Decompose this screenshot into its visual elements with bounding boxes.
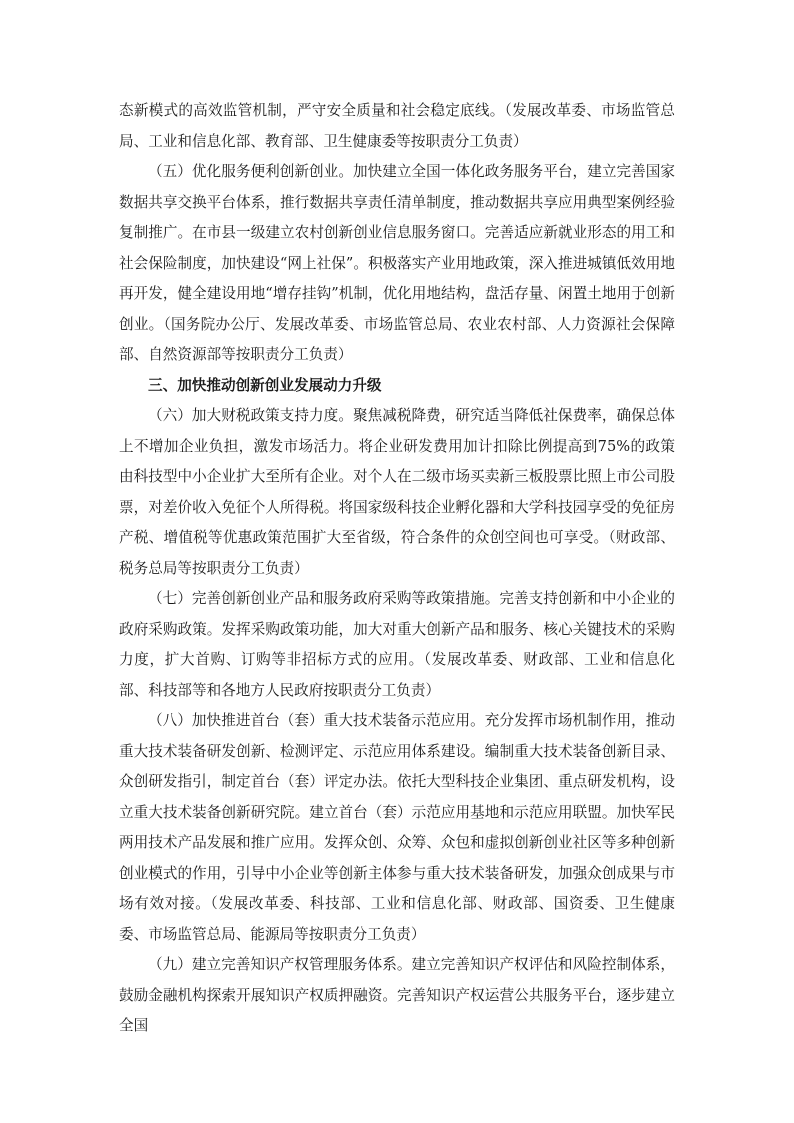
paragraph-item-6: （六）加大财税政策支持力度。聚焦减税降费，研究适当降低社保费率，确保总体上不增加企业负担，激发市场活力。将企业研发费用加计扣除比例提高到75%的政策由科技型中小企业扩大至所有企业。对个人在二级市场买卖新三板股票比照上市公司股票，对差价收入免征个人所得税。将国家级科技企业孵化器和大学科技园享受的免征房产税、增值税等优惠政策范围扩大至省级，符合条件的众创空间也可享受。（财政部、税务总局等按职责分工负责） (119, 407, 675, 577)
paragraph-item-7: （七）完善创新创业产品和服务政府采购等政策措施。完善支持创新和中小企业的政府采购政策。发挥采购政策功能，加大对重大创新产品和服务、核心关键技术的采购力度，扩大首购、订购等非招标方式的应用。（发展改革委、财政部、工业和信息化部、科技部等和各地方人民政府按职责分工负责） (119, 590, 675, 699)
paragraph-continued: 态新模式的高效监管机制，严守安全质量和社会稳定底线。（发展改革委、市场监管总局、工业和信息化部、教育部、卫生健康委等按职责分工负责） (119, 102, 675, 150)
document-body (119, 96, 675, 1042)
paragraph-item-9: （九）建立完善知识产权管理服务体系。建立完善知识产权评估和风险控制体系，鼓励金融机构探索开展知识产权质押融资。完善知识产权运营公共服务平台，逐步建立全国 (119, 956, 675, 1034)
paragraph-item-8: （八）加快推进首台（套）重大技术装备示范应用。充分发挥市场机制作用，推动重大技术装备研发创新、检测评定、示范应用体系建设。编制重大技术装备创新目录、众创研发指引，制定首台（套）评定办法。依托大型科技企业集团、重点研发机构，设立重大技术装备创新研究院。建立首台（套）示范应用基地和示范应用联盟。加快军民两用技术产品发展和推广应用。发挥众创、众筹、众包和虚拟创新创业社区等多种创新创业模式的作用，引导中小企业等创新主体参与重大技术装备研发，加强众创成果与市场有效对接。（发展改革委、科技部、工业和信息化部、财政部、国资委、卫生健康委、市场监管总局、能源局等按职责分工负责） (119, 712, 675, 943)
paragraph-item-5: （五）优化服务便利创新创业。加快建立全国一体化政务服务平台，建立完善国家数据共享交换平台体系，推行数据共享责任清单制度，推动数据共享应用典型案例经验复制推广。在市县一级建立农村创新创业信息服务窗口。完善适应新就业形态的用工和社会保险制度，加快建设“网上社保”。积极落实产业用地政策，深入推进城镇低效用地再开发，健全建设用地“增存挂钩”机制，优化用地结构，盘活存量、闲置土地用于创新创业。（国务院办公厅、发展改革委、市场监管总局、农业农村部、人力资源社会保障部、自然资源部等按职责分工负责） (119, 163, 675, 363)
section-heading: 三、加快推动创新创业发展动力升级 (148, 376, 382, 394)
